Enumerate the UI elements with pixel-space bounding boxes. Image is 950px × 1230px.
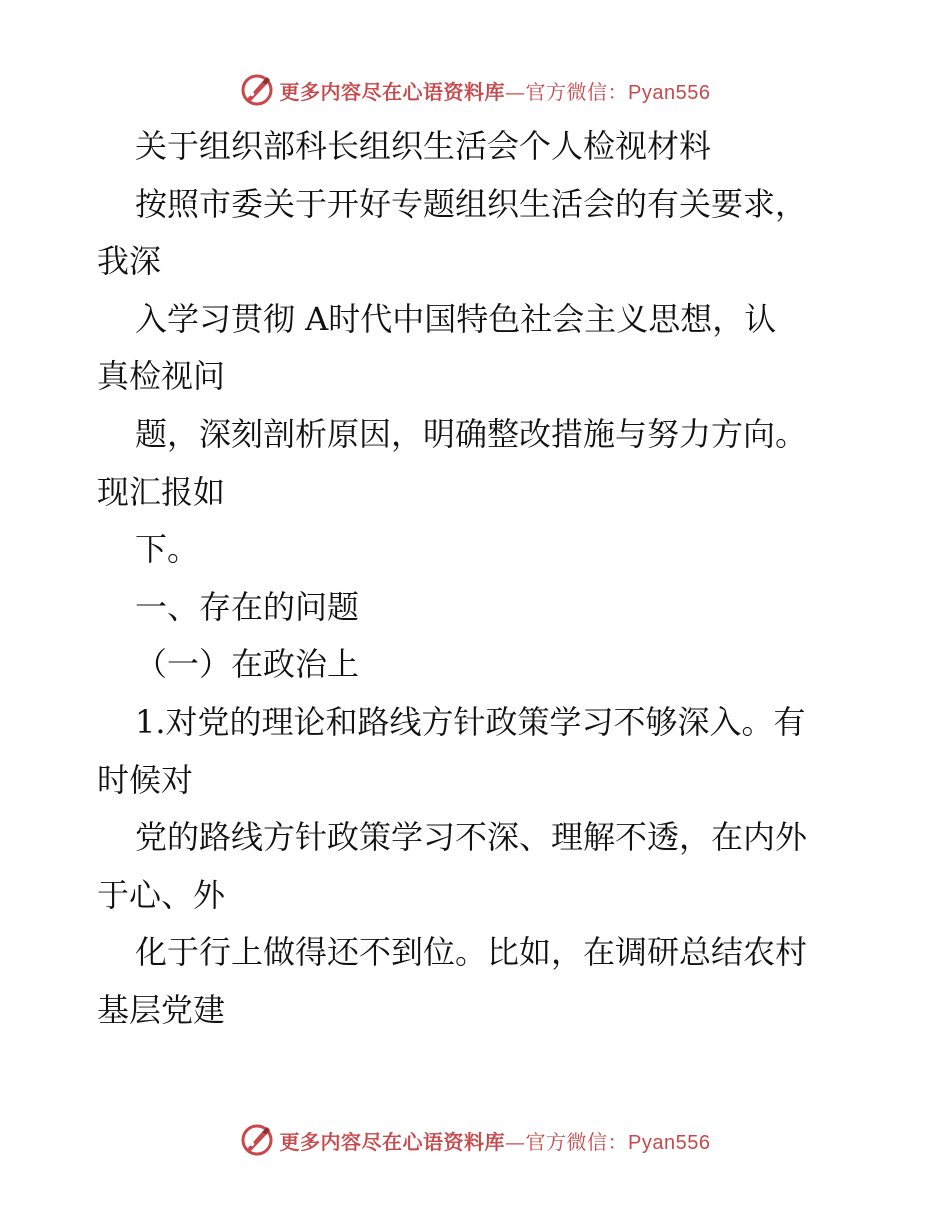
header-watermark <box>0 70 950 110</box>
footer-wechat-label: 官方微信： <box>525 1129 629 1154</box>
document-line: 党的路线方针政策学习不深、理解不透，在内外 <box>135 818 808 857</box>
header-wechat-label: 官方微信： <box>525 79 629 104</box>
document-line: 下。 <box>135 530 200 569</box>
document-line: 化于行上做得还不到位。比如，在调研总结农村 <box>135 933 808 972</box>
document-line: 于心、外 <box>97 875 226 914</box>
document-line: 基层党建 <box>97 990 226 1029</box>
document-line: 关于组织部科长组织生活会个人检视材料 <box>135 127 712 165</box>
footer-site-text: 更多内容尽在心语资料库 <box>279 1129 506 1154</box>
document-line: 现汇报如 <box>97 472 226 511</box>
document-line: 真检视问 <box>97 357 226 396</box>
header-wechat-id: Pyan556 <box>628 81 711 104</box>
header-site-text: 更多内容尽在心语资料库 <box>279 79 506 104</box>
pen-logo-icon <box>240 73 274 107</box>
document-line: 按照市委关于开好专题组织生活会的有关要求， <box>135 184 808 223</box>
document-body <box>97 118 857 1040</box>
footer-wechat-id: Pyan556 <box>628 1131 711 1154</box>
document-line: （一）在政治上 <box>135 645 360 684</box>
pen-logo-icon <box>240 1123 274 1157</box>
footer-dash: — <box>505 1129 526 1154</box>
document-line: 我深 <box>97 242 162 281</box>
header-dash: — <box>505 79 526 104</box>
document-line: 题，深刻剖析原因，明确整改措施与努力方向。 <box>135 414 808 453</box>
document-line: 1.对党的理论和路线方针政策学习不够深入。有 <box>135 702 806 741</box>
document-line: 时候对 <box>97 760 194 799</box>
document-line: 入学习贯彻 A时代中国特色社会主义思想，认 <box>135 299 777 338</box>
document-line: 一、存在的问题 <box>135 587 360 626</box>
footer-watermark <box>0 1120 950 1160</box>
